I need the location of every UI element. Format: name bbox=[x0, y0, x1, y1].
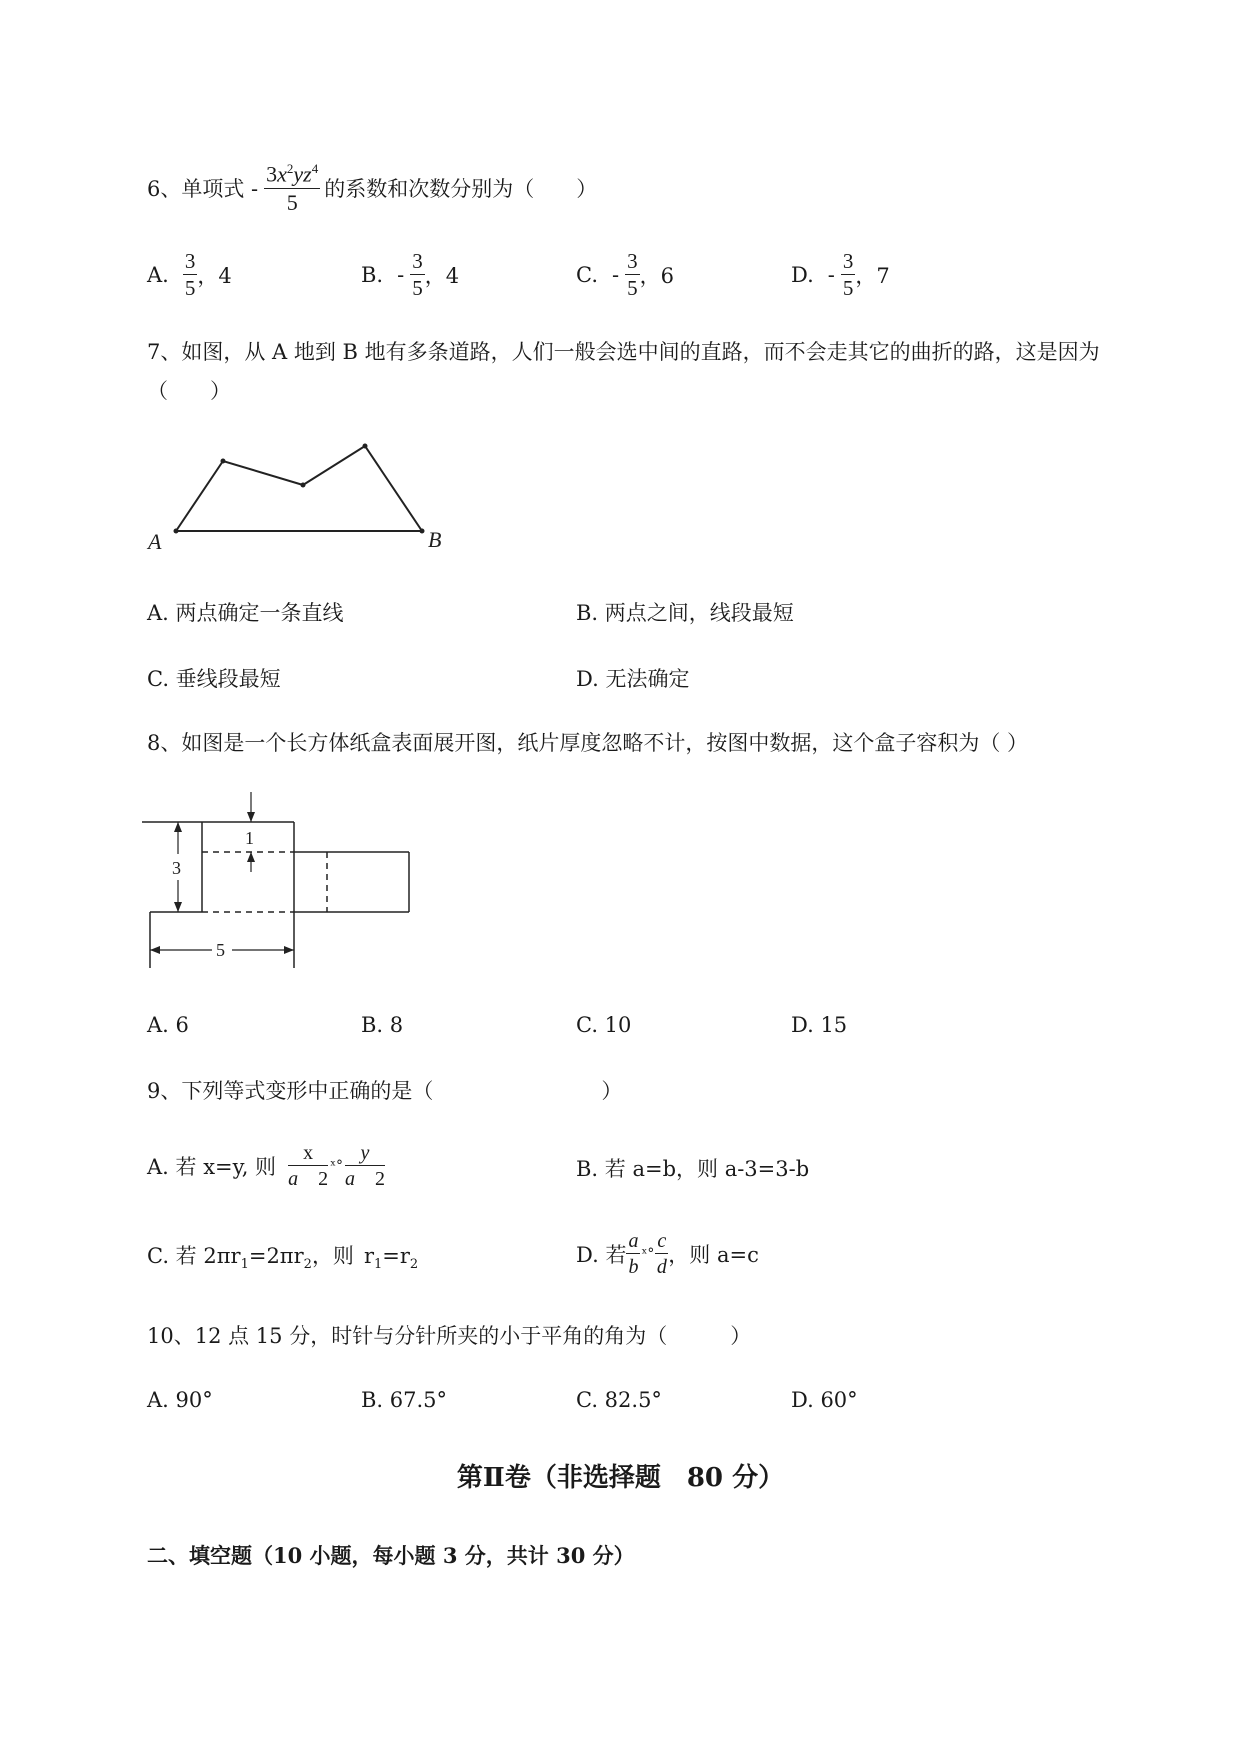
q7-vertex-1 bbox=[221, 459, 226, 464]
q6-option-a[interactable]: A. $\frac{3}{5}$ ，4 bbox=[147, 249, 232, 300]
q6-suffix: 的系数和次数分别为（ ） bbox=[324, 177, 598, 201]
q9-d-left-fraction: $\frac{a}{b}$ bbox=[628, 1230, 639, 1278]
q7-vertex-2 bbox=[301, 483, 306, 488]
q7-point-b bbox=[420, 529, 425, 534]
q9-option-d[interactable]: D. 若 $\frac{a}{b}$ ˣ° $\frac{c}{d}$ ，则 a=c bbox=[576, 1230, 759, 1278]
q10-stem: 10、12 点 15 分，时针与分针所夹的小于平角的角为（ ） bbox=[147, 1324, 752, 1348]
q9-a-right-fraction: $\frac{y}{a 2}$ bbox=[345, 1142, 385, 1190]
q6-option-c[interactable]: C. - $\frac{3}{5}$ ，6 bbox=[576, 249, 674, 300]
q7-label-a: A bbox=[148, 529, 162, 554]
q7-label-b: B bbox=[428, 527, 442, 552]
q7-winding-path bbox=[176, 446, 422, 531]
q7-path-figure bbox=[140, 435, 460, 555]
q6-option-d[interactable]: D. - $\frac{3}{5}$ ，7 bbox=[791, 249, 890, 300]
q7-option-a[interactable]: A. 两点确定一条直线 bbox=[147, 601, 344, 625]
q9-a-left-fraction: $\frac{x}{a 2}$ bbox=[288, 1142, 329, 1190]
q6-option-b[interactable]: B. - $\frac{3}{5}$ ，4 bbox=[361, 249, 460, 300]
section-title: 第Ⅱ卷（非选择题 80 分） bbox=[456, 1463, 785, 1493]
q8-box-net-figure bbox=[140, 790, 420, 970]
q6-monomial-fraction: $\frac{3x^2yz^4}{5}$ bbox=[266, 161, 319, 215]
q9-option-b[interactable]: B. 若 a=b，则 a-3=3-b bbox=[576, 1157, 810, 1181]
q7-vertex-3 bbox=[363, 444, 368, 449]
q7-option-d[interactable]: D. 无法确定 bbox=[576, 667, 690, 691]
q10-option-a[interactable]: A. 90° bbox=[147, 1388, 213, 1412]
q7-point-a bbox=[174, 529, 179, 534]
q9-option-a[interactable]: A. 若 x=y, 则 $\frac{x}{a 2}$ ˣ° $\frac{y}{a 2}$ bbox=[147, 1142, 385, 1190]
q8-stem: 8、如图是一个长方体纸盒表面展开图，纸片厚度忽略不计，按图中数据，这个盒子容积为（ ） bbox=[147, 731, 1029, 755]
q8-option-d[interactable]: D. 15 bbox=[791, 1013, 848, 1037]
q9-d-garbled-symbol: ˣ° bbox=[641, 1246, 655, 1262]
q9-a-garbled-symbol: ˣ° bbox=[330, 1158, 343, 1174]
q7-stem-line2: （ ） bbox=[147, 379, 231, 403]
q10-option-b[interactable]: B. 67.5° bbox=[361, 1388, 448, 1412]
q8-dim-5: 5 bbox=[216, 940, 225, 960]
q10-option-d[interactable]: D. 60° bbox=[791, 1388, 858, 1412]
q7-stem-line1: 7、如图，从 A 地到 B 地有多条道路，人们一般会选中间的直路，而不会走其它的曲折的路，这是因为 bbox=[147, 340, 1100, 364]
q8-dim-3: 3 bbox=[172, 858, 181, 878]
q10-option-c[interactable]: C. 82.5° bbox=[576, 1388, 662, 1412]
q7-option-c[interactable]: C. 垂线段最短 bbox=[147, 667, 281, 691]
q6-prefix: 6、单项式 - bbox=[147, 177, 259, 201]
q8-option-c[interactable]: C. 10 bbox=[576, 1013, 632, 1037]
q8-dim-1: 1 bbox=[245, 828, 254, 848]
q7-option-b[interactable]: B. 两点之间，线段最短 bbox=[576, 601, 794, 625]
q8-option-a[interactable]: A. 6 bbox=[147, 1013, 189, 1037]
section-subtitle: 二、填空题（10 小题，每小题 3 分，共计 30 分） bbox=[147, 1543, 635, 1568]
q9-d-right-fraction: $\frac{c}{d}$ bbox=[656, 1230, 667, 1278]
q9-option-c[interactable]: C. 若 $2\pi r_1=2\pi r_2$，则 $r_1=r_2$ bbox=[147, 1244, 419, 1273]
q8-option-b[interactable]: B. 8 bbox=[361, 1013, 404, 1037]
q6-stem bbox=[147, 158, 597, 218]
q9-stem: 9、下列等式变形中正确的是（ ） bbox=[147, 1079, 623, 1103]
